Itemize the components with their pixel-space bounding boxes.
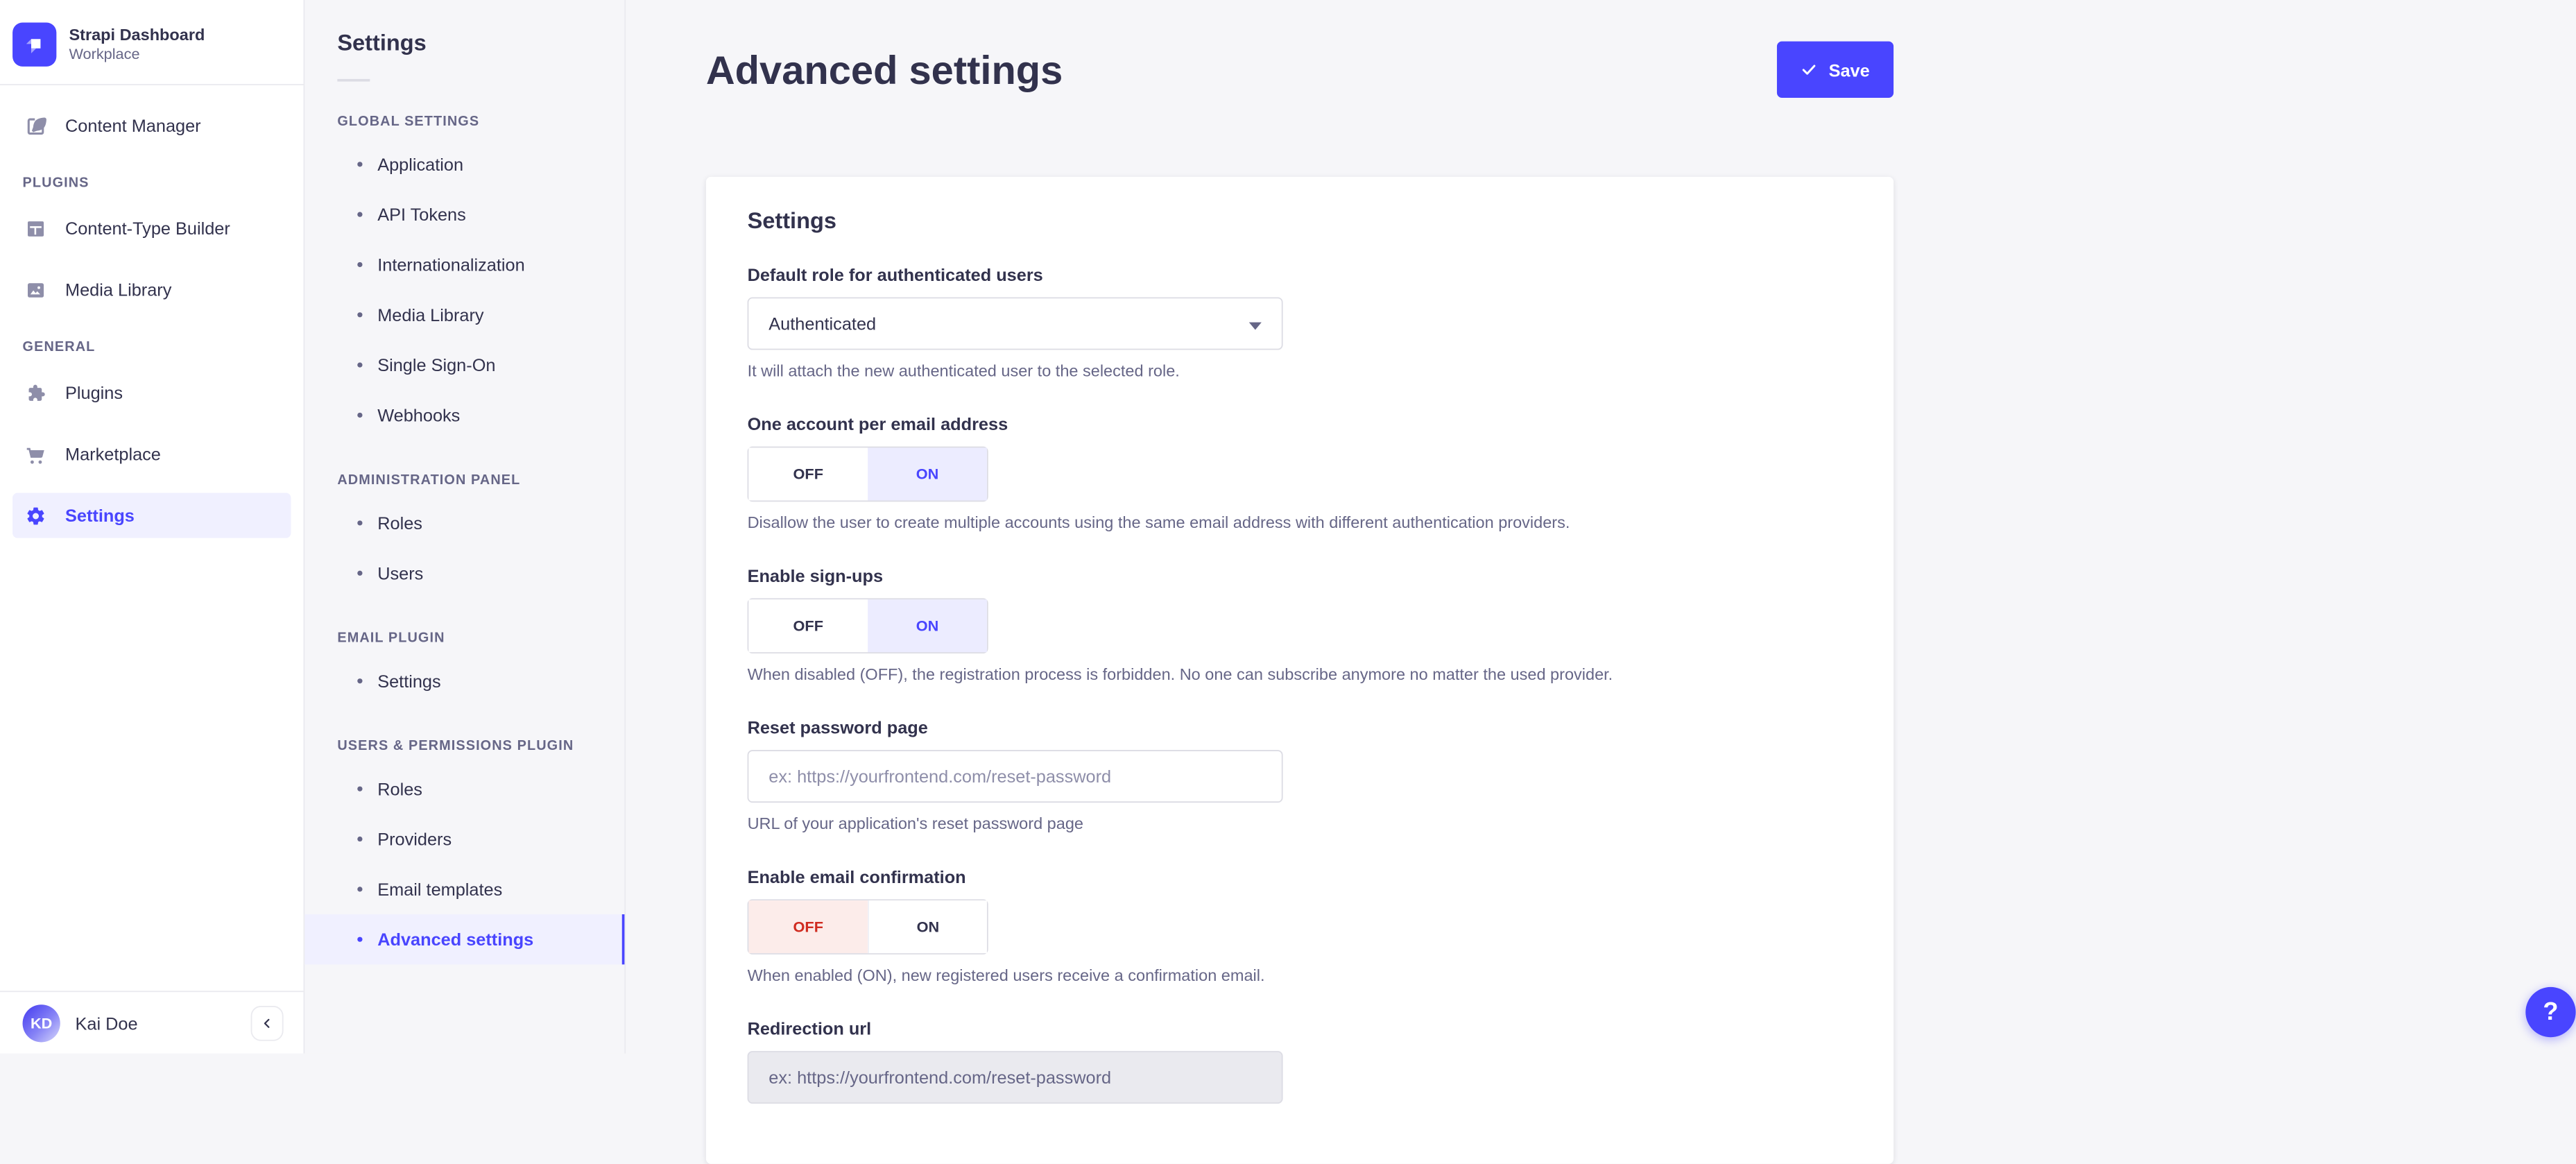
field-hint: When enabled (ON), new registered users receive a confirmation email.: [747, 966, 1265, 985]
brand-subtitle: Workplace: [69, 45, 140, 63]
sidebar-item-plugins[interactable]: [12, 370, 291, 415]
main-sidebar: [0, 0, 304, 1054]
sidebar-item-label: Content-Type Builder: [65, 218, 230, 239]
sidebar-section-plugins: PLUGINS: [22, 176, 89, 191]
field-enable-sign-ups: [748, 565, 1853, 685]
field-redirection-url: [748, 1018, 1853, 1104]
field-one-account-per-email: [748, 414, 1853, 533]
gear-icon: [23, 503, 48, 528]
subnav-item-media-library[interactable]: [304, 290, 624, 340]
settings-subnav: [304, 0, 626, 1054]
sidebar-item-label: Settings: [65, 505, 135, 526]
field-hint: It will attach the new authenticated user to the selected role.: [747, 361, 1180, 380]
save-button[interactable]: [1777, 42, 1894, 98]
chevron-left-icon: [259, 1016, 275, 1031]
card-title: Settings: [747, 208, 836, 234]
bullet-icon: [357, 262, 362, 267]
field-hint: When disabled (OFF), the registration process is forbidden. No one can subscribe anymore no matter the used provider.: [747, 665, 1613, 684]
page-header: [626, 0, 1966, 98]
cart-icon: [23, 441, 48, 466]
subnav-item-label: Webhooks: [377, 404, 461, 425]
subnav-title: Settings: [337, 30, 427, 55]
strapi-logo-icon: [12, 23, 56, 67]
brand-text: [69, 25, 205, 64]
subnav-item-label: Single Sign-On: [377, 354, 496, 375]
subnav-item-label: Roles: [377, 513, 422, 533]
field-label: Reset password page: [747, 717, 928, 738]
field-default-role: [748, 264, 1853, 381]
subnav-item-email-settings[interactable]: [304, 656, 624, 706]
user-name[interactable]: Kai Doe: [75, 1012, 138, 1033]
subnav-item-advanced-settings[interactable]: [304, 914, 624, 964]
bullet-icon: [357, 162, 362, 166]
sidebar-footer: [0, 991, 304, 1053]
sidebar-item-marketplace[interactable]: [12, 431, 291, 477]
sidebar-item-label: Content Manager: [65, 115, 201, 136]
help-button[interactable]: ?: [2525, 987, 2575, 1037]
subnav-item-label: Email templates: [377, 879, 503, 900]
subnav-item-admin-users[interactable]: [304, 548, 624, 598]
bullet-icon: [357, 212, 362, 217]
subnav-item-api-tokens[interactable]: [304, 189, 624, 239]
bullet-icon: [357, 837, 362, 841]
sidebar-nav: [0, 85, 304, 538]
reset-password-input[interactable]: [748, 750, 1283, 803]
sidebar-item-label: Marketplace: [65, 444, 161, 464]
bullet-icon: [357, 678, 362, 683]
redirection-url-input: [748, 1051, 1283, 1104]
main-content: [626, 0, 2559, 1054]
field-label: Redirection url: [747, 1018, 872, 1039]
toggle-off-button[interactable]: OFF: [748, 447, 868, 500]
subnav-item-label: API Tokens: [377, 204, 466, 225]
toggle-off-button[interactable]: OFF: [748, 900, 868, 953]
subnav-title-divider: [337, 79, 370, 82]
subnav-item-providers[interactable]: [304, 814, 624, 864]
subnav-item-application[interactable]: [304, 139, 624, 189]
sidebar-section-general: GENERAL: [22, 339, 96, 355]
check-icon: [1801, 62, 1818, 78]
subnav-section-administration-panel: ADMINISTRATION PANEL: [337, 472, 521, 488]
toggle-on-button[interactable]: ON: [868, 900, 987, 953]
one-account-toggle: [748, 447, 988, 502]
sidebar-item-content-type-builder[interactable]: [12, 206, 291, 251]
field-hint: URL of your application's reset password page: [747, 814, 1083, 833]
toggle-on-button[interactable]: ON: [868, 447, 987, 500]
subnav-item-webhooks[interactable]: [304, 390, 624, 440]
subnav-item-label: Settings: [377, 671, 441, 692]
page-title: Advanced settings: [705, 46, 1063, 92]
subnav-item-email-templates[interactable]: [304, 864, 624, 914]
subnav-item-label: Internationalization: [377, 255, 525, 275]
sidebar-item-settings[interactable]: [12, 493, 291, 538]
bullet-icon: [357, 413, 362, 418]
bullet-icon: [357, 937, 362, 942]
layout-grid-icon: [23, 216, 48, 241]
subnav-item-label: Advanced settings: [377, 929, 534, 950]
sidebar-item-media-library[interactable]: [12, 267, 291, 312]
bullet-icon: [357, 571, 362, 576]
bullet-icon: [357, 520, 362, 525]
default-role-select[interactable]: [748, 297, 1283, 350]
save-button-label: Save: [1828, 59, 1870, 80]
bullet-icon: [357, 312, 362, 317]
subnav-item-label: Application: [377, 154, 464, 175]
field-label: Enable email confirmation: [747, 866, 966, 887]
field-label: Enable sign-ups: [747, 565, 884, 586]
puzzle-icon: [23, 380, 48, 405]
brand-title: Strapi Dashboard: [69, 25, 205, 44]
bullet-icon: [357, 887, 362, 891]
email-confirmation-toggle: [748, 899, 988, 955]
sidebar-item-content-manager[interactable]: [12, 103, 291, 148]
bullet-icon: [357, 363, 362, 368]
sidebar-item-label: Plugins: [65, 382, 123, 403]
brand-home-link[interactable]: [0, 0, 304, 84]
content-manager-icon: [23, 113, 48, 138]
subnav-section-users-permissions-plugin: USERS & PERMISSIONS PLUGIN: [337, 738, 574, 754]
subnav-item-label: Media Library: [377, 305, 484, 325]
select-value: Authenticated: [768, 314, 877, 334]
avatar[interactable]: KD: [23, 1004, 60, 1041]
toggle-off-button[interactable]: OFF: [748, 599, 868, 652]
field-hint: Disallow the user to create multiple accounts using the same email address with different authentication providers.: [747, 513, 1570, 532]
subnav-section-global-settings: GLOBAL SETTINGS: [337, 114, 480, 130]
field-reset-password-page: [748, 717, 1853, 834]
toggle-on-button[interactable]: ON: [868, 599, 987, 652]
subnav-item-single-sign-on[interactable]: [304, 340, 624, 390]
settings-card: [706, 177, 1894, 1164]
subnav-item-label: Roles: [377, 778, 422, 799]
subnav-section-email-plugin: EMAIL PLUGIN: [337, 631, 445, 647]
bullet-icon: [357, 787, 362, 791]
subnav-item-admin-roles[interactable]: [304, 498, 624, 548]
chevron-down-icon: [1249, 323, 1262, 330]
subnav-item-label: Users: [377, 563, 424, 583]
field-enable-email-confirmation: [748, 866, 1853, 986]
field-label: One account per email address: [747, 413, 1008, 434]
subnav-item-up-roles[interactable]: [304, 764, 624, 814]
subnav-item-label: Providers: [377, 829, 452, 850]
collapse-sidebar-button[interactable]: [251, 1005, 284, 1041]
sidebar-item-label: Media Library: [65, 280, 172, 300]
image-icon: [23, 277, 48, 302]
enable-sign-ups-toggle: [748, 598, 988, 653]
field-label: Default role for authenticated users: [747, 264, 1043, 285]
subnav-item-internationalization[interactable]: [304, 239, 624, 289]
